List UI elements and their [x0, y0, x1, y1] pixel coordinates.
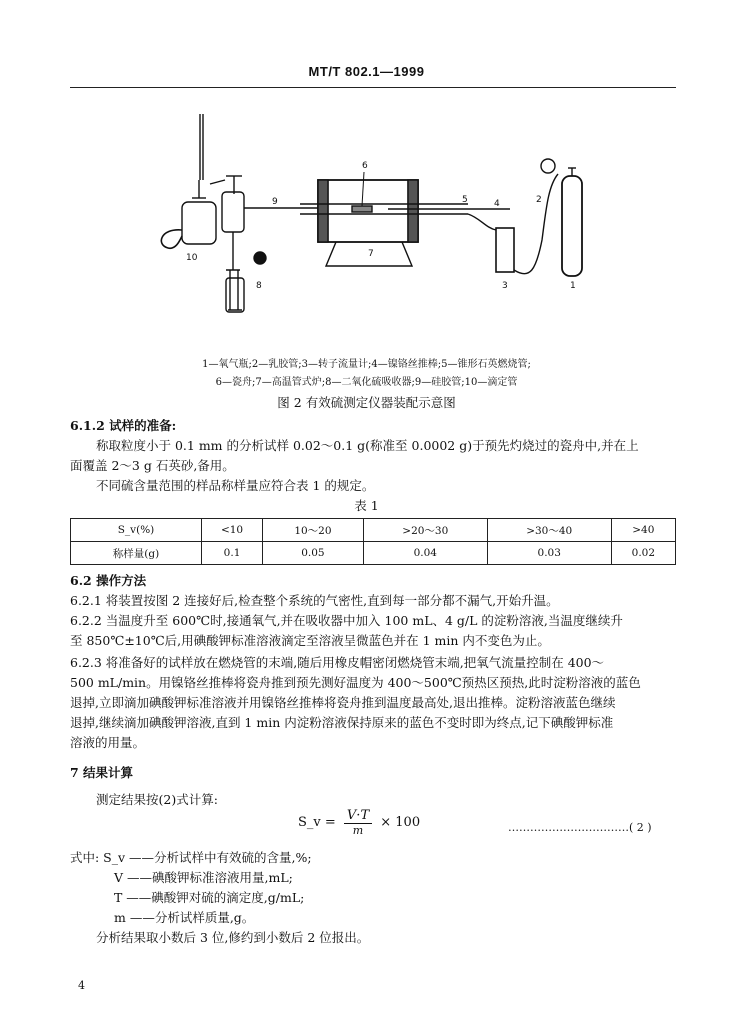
section-612-para-line-2: 面覆盖 2～3 g 石英砂,备用。	[70, 458, 235, 473]
range-cell: >40	[611, 519, 675, 542]
formula-2	[298, 808, 420, 837]
part-label-8: 8	[256, 281, 262, 291]
definition-m: m ——分析试样质量,g。	[114, 910, 255, 925]
range-cell: >20～30	[363, 519, 487, 542]
range-cell: <10	[202, 519, 263, 542]
figure-legend-line-2: 6—瓷舟;7—高温管式炉;8—二氧化硫吸收器;9—硅胶管;10—滴定管	[215, 377, 518, 388]
table-caption: 表 1	[354, 498, 379, 513]
section-623-line-1: 6.2.3 将准备好的试样放在燃烧管的末端,随后用橡皮帽密闭燃烧管末端,把氧气流量控制在 400～	[70, 655, 605, 670]
figure-legend-line-1: 1—氧气瓶;2—乳胶管;3—转子流量计;4—镍铬丝推棒;5—锥形石英燃烧管;	[202, 359, 531, 370]
part-label-1: 1	[570, 281, 576, 291]
section-622-line-1: 6.2.2 当温度升至 600℃时,接通氧气,并在吸收器中加入 100 mL、4 g/L 的淀粉溶液,当温度继续升	[70, 613, 623, 628]
part-label-3: 3	[502, 281, 508, 291]
part-label-4: 4	[494, 199, 500, 209]
section-7-heading: 7 结果计算	[70, 765, 134, 780]
table-row-masses	[71, 542, 676, 565]
figure-title: 图 2 有效硫测定仪器装配示意图	[277, 395, 456, 410]
apparatus-diagram	[150, 110, 590, 350]
section-612-para-line-1: 称取粒度小于 0.1 mm 的分析试样 0.02～0.1 g(称准至 0.0002 g)于预先灼烧过的瓷舟中,并在上	[96, 438, 639, 453]
section-622-line-2: 至 850℃±10℃后,用碘酸钾标准溶液滴定至溶液呈微蓝色并在 1 min 内不变色为止。	[70, 633, 550, 648]
part-label-6: 6	[362, 161, 368, 171]
mass-cell: 0.04	[363, 542, 487, 565]
section-623-line-5: 溶液的用量。	[70, 735, 146, 750]
formula-denominator: m	[352, 824, 364, 837]
formula-rhs: × 100	[380, 815, 421, 830]
part-label-10: 10	[186, 253, 198, 263]
definition-t: T ——碘酸钾对硫的滴定度,g/mL;	[114, 890, 305, 905]
range-cell: 10～20	[263, 519, 364, 542]
section-62-heading: 6.2 操作方法	[70, 573, 147, 588]
table-row-ranges	[71, 519, 676, 542]
absorber-vessel	[222, 192, 244, 232]
sample-mass-table	[70, 518, 676, 565]
section-623-line-2: 500 mL/min。用镍铬丝推棒将瓷舟推到预先测好温度为 400～500℃预热区预热,此时淀粉溶液的蓝色	[70, 675, 641, 690]
header-rule	[70, 87, 676, 88]
formula-fraction	[344, 808, 372, 837]
mass-cell: 0.05	[263, 542, 364, 565]
porcelain-boat	[352, 206, 372, 212]
mass-cell: 0.1	[202, 542, 263, 565]
row-header-sv: S_v(%)	[71, 519, 202, 542]
part-label-7: 7	[368, 249, 374, 259]
standard-code-header: MT/T 802.1—1999	[308, 64, 425, 79]
stopcock	[254, 252, 266, 264]
formula-where: 式中: S_v ——分析试样中有效硫的含量,%;	[70, 850, 312, 865]
flowmeter	[496, 228, 514, 272]
range-cell: >30～40	[487, 519, 611, 542]
formula-numerator: V·T	[344, 808, 372, 824]
part-label-5: 5	[462, 195, 468, 205]
pressure-gauge	[541, 159, 555, 173]
part-label-2: 2	[536, 195, 542, 205]
definition-v: V ——碘酸钾标准溶液用量,mL;	[114, 870, 293, 885]
formula-number: ……………………………( 2 )	[508, 821, 652, 834]
page-number: 4	[78, 979, 85, 992]
row-header-mass: 称样量(g)	[71, 542, 202, 565]
mass-cell: 0.02	[611, 542, 675, 565]
section-621-para: 6.2.1 将装置按图 2 连接好后,检查整个系统的气密性,直到每一部分都不漏气,开始升温。	[70, 593, 559, 608]
formula-lhs: S_v =	[298, 815, 336, 830]
mass-cell: 0.03	[487, 542, 611, 565]
oxygen-cylinder	[562, 176, 582, 276]
reservoir-bottle	[182, 202, 216, 244]
section-612-para-2: 不同硫含量范围的样品称样量应符合表 1 的规定。	[96, 478, 375, 493]
part-label-9: 9	[272, 197, 278, 207]
formula-intro: 测定结果按(2)式计算:	[96, 792, 218, 807]
rubber-tube	[514, 174, 558, 274]
rounding-note: 分析结果取小数后 3 位,修约到小数后 2 位报出。	[96, 930, 370, 945]
section-623-line-3: 退掉,立即滴加碘酸钾标准溶液并用镍铬丝推棒将瓷舟推到温度最高处,退出推棒。淀粉溶液蓝色继续	[70, 695, 616, 710]
section-623-line-4: 退掉,继续滴加碘酸钾溶液,直到 1 min 内淀粉溶液保持原来的蓝色不变时即为终点,记下碘酸钾标准	[70, 715, 614, 730]
section-612-heading: 6.1.2 试样的准备:	[70, 418, 177, 433]
